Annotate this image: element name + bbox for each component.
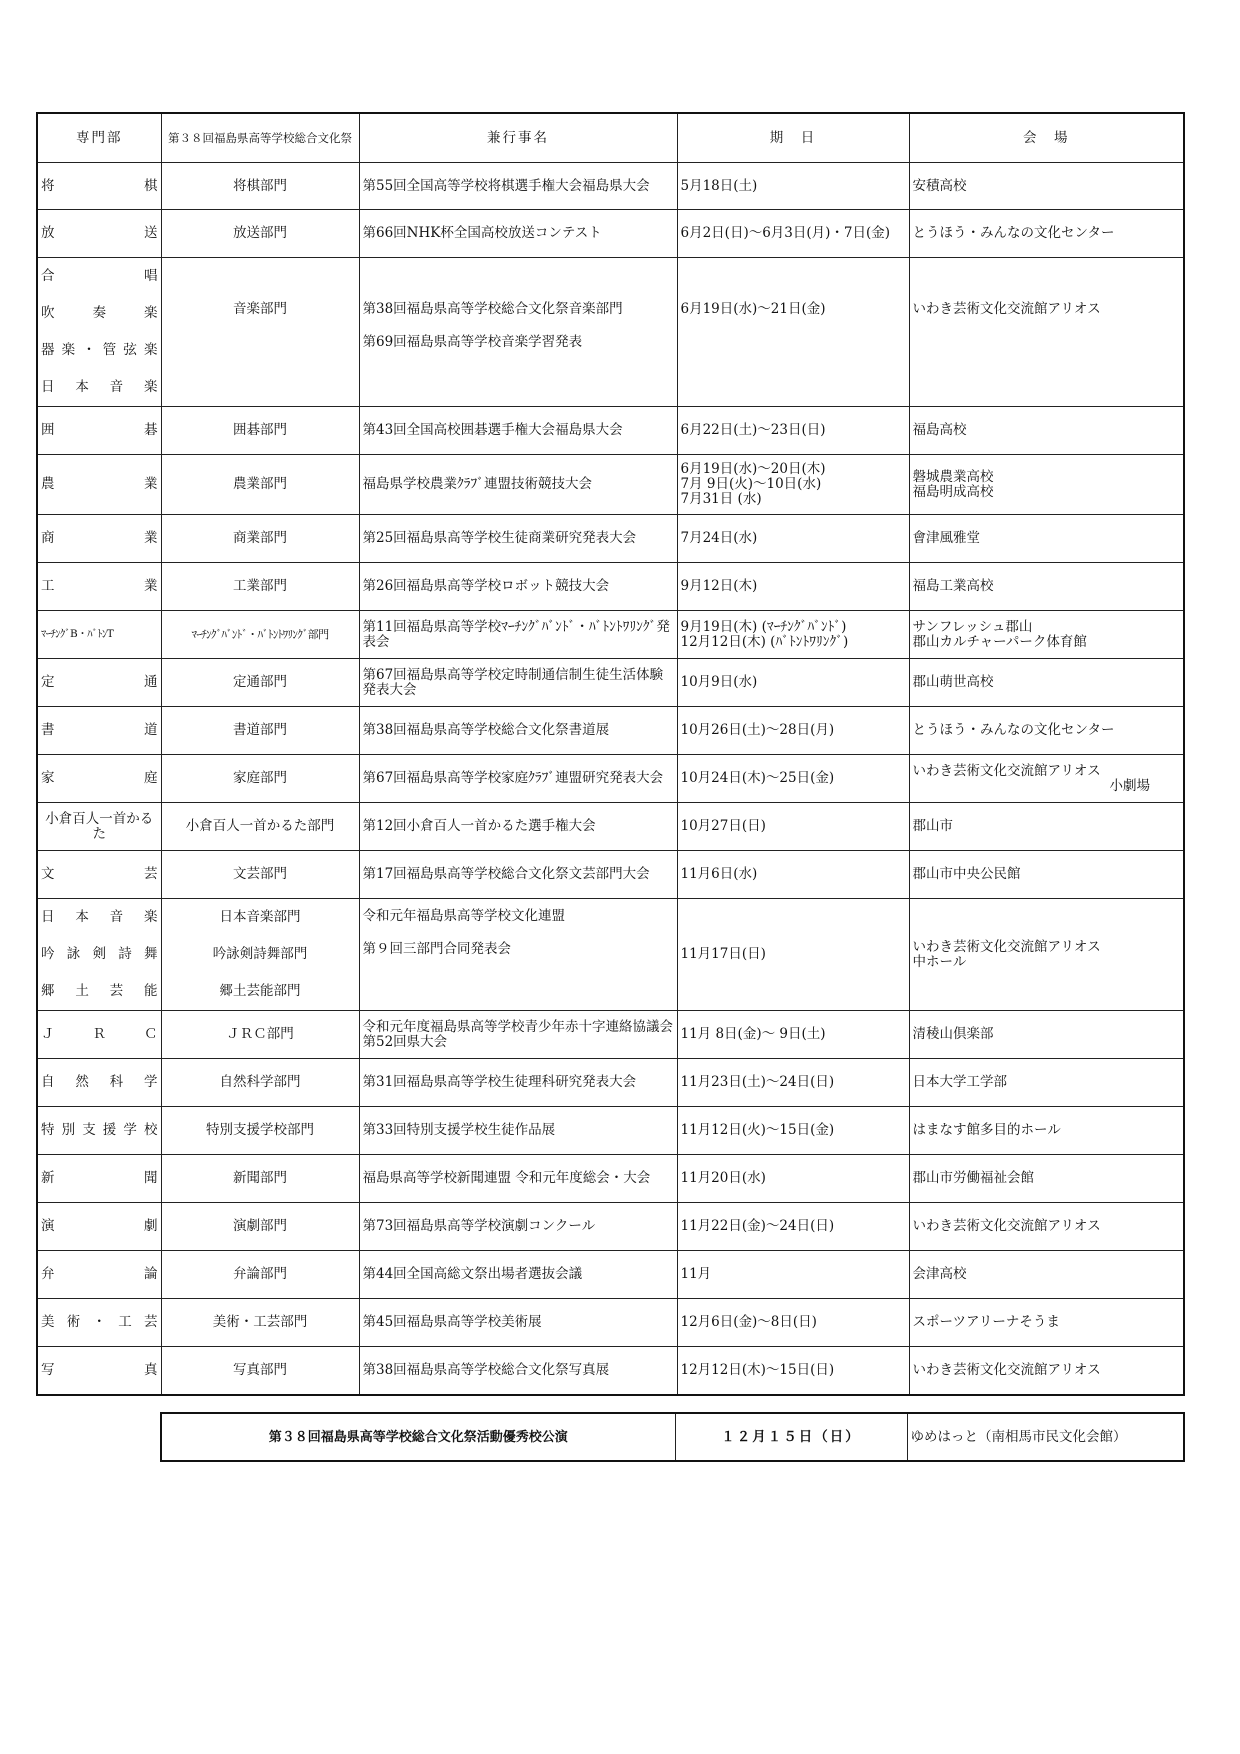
senmonbu-label: 吹 奏 楽: [41, 305, 158, 321]
table-row: [37, 1011, 1184, 1059]
venue-cell: 郡山市中央公民館: [909, 851, 1184, 899]
senmonbu-cell: [37, 258, 161, 407]
senmonbu-label: 吟 詠 剣 詩 舞: [41, 946, 158, 962]
festival-title: 第３８回福島県高等学校総合文化祭活動優秀校公演: [161, 1413, 675, 1461]
dept-cell: 書道部門: [161, 707, 359, 755]
header-venue: 会 場: [909, 113, 1184, 163]
table-row: [37, 455, 1184, 515]
header-date: 期 日: [677, 113, 909, 163]
senmonbu-label: 合 唱: [41, 268, 158, 284]
dept-cell: 自然科学部門: [161, 1059, 359, 1107]
dept-cell: 演劇部門: [161, 1203, 359, 1251]
dept-cell: ＪＲＣ部門: [161, 1011, 359, 1059]
event-line: 第69回福島県高等学校音楽学習発表: [362, 334, 583, 350]
venue-cell: とうほう・みんなの文化センター: [909, 210, 1184, 258]
event-cell: 第67回福島県高等学校家庭ｸﾗﾌﾞ連盟研究発表大会: [359, 755, 677, 803]
senmonbu-cell: [37, 515, 161, 563]
venue-cell: [909, 755, 1184, 803]
date-cell: 11月: [677, 1251, 909, 1299]
senmonbu-label: 弁 論: [41, 1266, 158, 1282]
venue-cell: はまなす館多目的ホール: [909, 1107, 1184, 1155]
date-cell: 11月20日(水): [677, 1155, 909, 1203]
senmonbu-label: 郷 土 芸 能: [41, 983, 158, 999]
senmonbu-cell: [37, 851, 161, 899]
dept-label: 郷土芸能部門: [219, 983, 301, 999]
senmonbu-cell: [37, 659, 161, 707]
event-cell: [359, 899, 677, 1011]
senmonbu-cell: [37, 455, 161, 515]
event-cell: 第44回全国高総文祭出場者選抜会議: [359, 1251, 677, 1299]
senmonbu-cell: [37, 1347, 161, 1395]
date-cell: 5月18日(土): [677, 163, 909, 210]
senmonbu-cell: [37, 210, 161, 258]
senmonbu-label: 囲 碁: [41, 422, 158, 438]
event-cell: 第38回福島県高等学校総合文化祭写真展: [359, 1347, 677, 1395]
venue-cell: いわき芸術文化交流館アリオス: [909, 1203, 1184, 1251]
venue-cell: 郡山市: [909, 803, 1184, 851]
table-row: [37, 1251, 1184, 1299]
table-row: [37, 258, 1184, 407]
venue-cell: 磐城農業高校 福島明成高校: [909, 455, 1184, 515]
date-cell: 11月17日(日): [677, 899, 909, 1011]
dept-cell: [161, 899, 359, 1011]
date-cell: 10月27日(日): [677, 803, 909, 851]
venue-cell: いわき芸術文化交流館アリオス: [909, 1347, 1184, 1395]
schedule-sheet: [36, 112, 1183, 1396]
dept-cell: 音楽部門: [161, 258, 359, 407]
event-cell: 第25回福島県高等学校生徒商業研究発表大会: [359, 515, 677, 563]
event-cell: 第45回福島県高等学校美術展: [359, 1299, 677, 1347]
event-cell: 第31回福島県高等学校生徒理科研究発表大会: [359, 1059, 677, 1107]
date-cell: 6月2日(日)～6月3日(月)・7日(金): [677, 210, 909, 258]
table-row: [37, 515, 1184, 563]
event-cell: 福島県高等学校新聞連盟 令和元年度総会・大会: [359, 1155, 677, 1203]
senmonbu-cell: [37, 1203, 161, 1251]
venue-cell: 安積高校: [909, 163, 1184, 210]
dept-cell: 美術・工芸部門: [161, 1299, 359, 1347]
table-row: [37, 1347, 1184, 1395]
dept-stack: [162, 899, 359, 1010]
senmonbu-cell: [37, 707, 161, 755]
date-cell: 12月6日(金)～8日(日): [677, 1299, 909, 1347]
senmonbu-label: 文 芸: [41, 866, 158, 882]
senmonbu-cell: [37, 1299, 161, 1347]
event-cell: 令和元年度福島県高等学校青少年赤十字連絡協議会第52回県大会: [359, 1011, 677, 1059]
senmonbu-label: 工 業: [41, 578, 158, 594]
dept-cell: 定通部門: [161, 659, 359, 707]
table-row: [37, 1107, 1184, 1155]
festival-row: [161, 1413, 1184, 1461]
header-senmonbu: 専門部: [37, 113, 161, 163]
event-cell: 第26回福島県高等学校ロボット競技大会: [359, 563, 677, 611]
venue-sub: 小劇場: [1109, 777, 1150, 794]
senmonbu-label: 特 別 支 援 学 校: [41, 1122, 158, 1138]
header-event: 兼行事名: [359, 113, 677, 163]
table-row: [37, 707, 1184, 755]
event-cell: 福島県学校農業ｸﾗﾌﾞ連盟技術競技大会: [359, 455, 677, 515]
senmonbu-cell: [37, 163, 161, 210]
senmonbu-stack: [38, 258, 161, 406]
event-cell: 第73回福島県高等学校演劇コンクール: [359, 1203, 677, 1251]
senmonbu-label: 書 道: [41, 722, 158, 738]
venue-cell: いわき芸術文化交流館アリオス: [909, 258, 1184, 407]
venue-cell: 郡山萌世高校: [909, 659, 1184, 707]
senmonbu-label: 写 真: [41, 1361, 158, 1378]
date-cell: 9月19日(木) (ﾏｰﾁﾝｸﾞﾊﾞﾝﾄﾞ) 12月12日(木) (ﾊﾞﾄﾝﾄﾜﾘﾝｸﾞ): [677, 611, 909, 659]
venue-cell: いわき芸術文化交流館アリオス 中ホール: [909, 899, 1184, 1011]
venue-cell: 會津風雅堂: [909, 515, 1184, 563]
date-cell: 7月24日(水): [677, 515, 909, 563]
date-cell: 6月19日(水)～20日(木) 7月 9日(火)～10日(水) 7月31日 (水): [677, 455, 909, 515]
venue-cell: 福島高校: [909, 407, 1184, 455]
dept-cell: 小倉百人一首かるた部門: [161, 803, 359, 851]
senmonbu-label: 器 楽 ・ 管 弦 楽: [41, 342, 158, 358]
date-cell: 11月 8日(金)～ 9日(土): [677, 1011, 909, 1059]
senmonbu-label: Ｊ Ｒ Ｃ: [41, 1026, 158, 1042]
senmonbu-label: 日 本 音 楽: [41, 909, 158, 925]
table-row: [37, 563, 1184, 611]
dept-label: 吟詠剣詩舞部門: [212, 946, 308, 962]
venue-cell: とうほう・みんなの文化センター: [909, 707, 1184, 755]
schedule-table: [36, 112, 1185, 1396]
event-cell: 第17回福島県高等学校総合文化祭文芸部門大会: [359, 851, 677, 899]
senmonbu-label: 家 庭: [41, 770, 158, 786]
dept-cell: 弁論部門: [161, 1251, 359, 1299]
event-cell: 第12回小倉百人一首かるた選手権大会: [359, 803, 677, 851]
dept-cell: 農業部門: [161, 455, 359, 515]
table-row: [37, 803, 1184, 851]
festival-date: １２月１５日（日）: [675, 1413, 907, 1461]
dept-label: 日本音楽部門: [219, 909, 301, 925]
schedule-body: [37, 163, 1184, 1395]
table-row: [37, 755, 1184, 803]
event-cell: 第43回全国高校囲碁選手権大会福島県大会: [359, 407, 677, 455]
table-row: [37, 611, 1184, 659]
senmonbu-cell: [37, 1059, 161, 1107]
venue-cell: 清稜山倶楽部: [909, 1011, 1184, 1059]
date-cell: 9月12日(木): [677, 563, 909, 611]
senmonbu-cell: ﾏｰﾁﾝｸﾞB・ﾊﾞﾄﾝT: [37, 611, 161, 659]
venue-cell: 日本大学工学部: [909, 1059, 1184, 1107]
festival-venue: ゆめはっと（南相馬市民文化会館）: [907, 1413, 1184, 1461]
dept-cell: 家庭部門: [161, 755, 359, 803]
dept-cell: 文芸部門: [161, 851, 359, 899]
event-cell: 第38回福島県高等学校総合文化祭書道展: [359, 707, 677, 755]
senmonbu-cell: [37, 563, 161, 611]
header-row: [37, 113, 1184, 163]
date-cell: 11月22日(金)～24日(日): [677, 1203, 909, 1251]
table-row: [37, 1203, 1184, 1251]
table-row: [37, 851, 1184, 899]
venue-cell: サンフレッシュ郡山 郡山カルチャーパーク体育館: [909, 611, 1184, 659]
event-line: 令和元年福島県高等学校文化連盟: [362, 908, 565, 924]
dept-cell: 囲碁部門: [161, 407, 359, 455]
senmonbu-cell: [37, 1011, 161, 1059]
senmonbu-label: 自 然 科 学: [41, 1074, 158, 1090]
event-cell: 第33回特別支援学校生徒作品展: [359, 1107, 677, 1155]
table-row: [37, 1299, 1184, 1347]
venue-cell: 福島工業高校: [909, 563, 1184, 611]
dept-cell: ﾏｰﾁﾝｸﾞﾊﾞﾝﾄﾞ・ﾊﾞﾄﾝﾄﾜﾘﾝｸﾞ部門: [161, 611, 359, 659]
senmonbu-label: 農 業: [41, 476, 158, 492]
date-cell: 10月24日(木)～25日(金): [677, 755, 909, 803]
venue-main: いわき芸術文化交流館アリオス: [912, 762, 1101, 779]
event-line: 第38回福島県高等学校総合文化祭音楽部門: [362, 301, 623, 317]
date-cell: 6月19日(水)～21日(金): [677, 258, 909, 407]
senmonbu-label: 定 通: [41, 674, 158, 690]
festival-table: [160, 1412, 1185, 1462]
date-cell: 10月9日(水): [677, 659, 909, 707]
senmonbu-cell: [37, 1155, 161, 1203]
venue-cell: 郡山市労働福祉会館: [909, 1155, 1184, 1203]
senmonbu-label: 放 送: [41, 225, 158, 241]
senmonbu-cell: [37, 1251, 161, 1299]
event-cell: 第66回NHK杯全国高校放送コンテスト: [359, 210, 677, 258]
senmonbu-cell: 小倉百人一首かるた: [37, 803, 161, 851]
date-cell: 11月12日(火)～15日(金): [677, 1107, 909, 1155]
table-row: [37, 899, 1184, 1011]
senmonbu-label: 日 本 音 楽: [41, 379, 158, 395]
table-row: [37, 210, 1184, 258]
table-row: [37, 1155, 1184, 1203]
table-row: [37, 1059, 1184, 1107]
dept-cell: 放送部門: [161, 210, 359, 258]
dept-cell: 将棋部門: [161, 163, 359, 210]
senmonbu-cell: [37, 755, 161, 803]
date-cell: 12月12日(木)～15日(日): [677, 1347, 909, 1395]
senmonbu-cell: [37, 407, 161, 455]
header-dept: 第３８回福島県高等学校総合文化祭: [161, 113, 359, 163]
dept-cell: 特別支援学校部門: [161, 1107, 359, 1155]
event-cell: 第55回全国高等学校将棋選手権大会福島県大会: [359, 163, 677, 210]
senmonbu-cell: [37, 899, 161, 1011]
table-row: [37, 407, 1184, 455]
date-cell: 6月22日(土)～23日(日): [677, 407, 909, 455]
senmonbu-cell: [37, 1107, 161, 1155]
senmonbu-label: 演 劇: [41, 1218, 158, 1234]
dept-cell: 工業部門: [161, 563, 359, 611]
event-list: [363, 302, 674, 350]
venue-cell: 会津高校: [909, 1251, 1184, 1299]
senmonbu-label: 商 業: [41, 530, 158, 546]
senmonbu-label: 美 術 ・ 工 芸: [41, 1314, 158, 1330]
date-cell: 11月6日(水): [677, 851, 909, 899]
venue-cell: スポーツアリーナそうま: [909, 1299, 1184, 1347]
dept-cell: 商業部門: [161, 515, 359, 563]
dept-cell: 写真部門: [161, 1347, 359, 1395]
date-cell: 11月23日(土)～24日(日): [677, 1059, 909, 1107]
event-cell: 第67回福島県高等学校定時制通信制生徒生活体験発表大会: [359, 659, 677, 707]
event-cell: 第11回福島県高等学校ﾏｰﾁﾝｸﾞﾊﾞﾝﾄﾞ・ﾊﾞﾄﾝﾄﾜﾘﾝｸﾞ発表会: [359, 611, 677, 659]
senmonbu-label: 新 聞: [41, 1170, 158, 1186]
event-line: 第９回三部門合同発表会: [362, 941, 511, 957]
table-row: [37, 659, 1184, 707]
senmonbu-stack: [38, 899, 161, 1010]
date-cell: 10月26日(土)～28日(月): [677, 707, 909, 755]
dept-cell: 新聞部門: [161, 1155, 359, 1203]
event-cell: [359, 258, 677, 407]
senmonbu-label: 将 棋: [41, 177, 158, 194]
event-list: [363, 909, 674, 957]
table-row: [37, 163, 1184, 210]
